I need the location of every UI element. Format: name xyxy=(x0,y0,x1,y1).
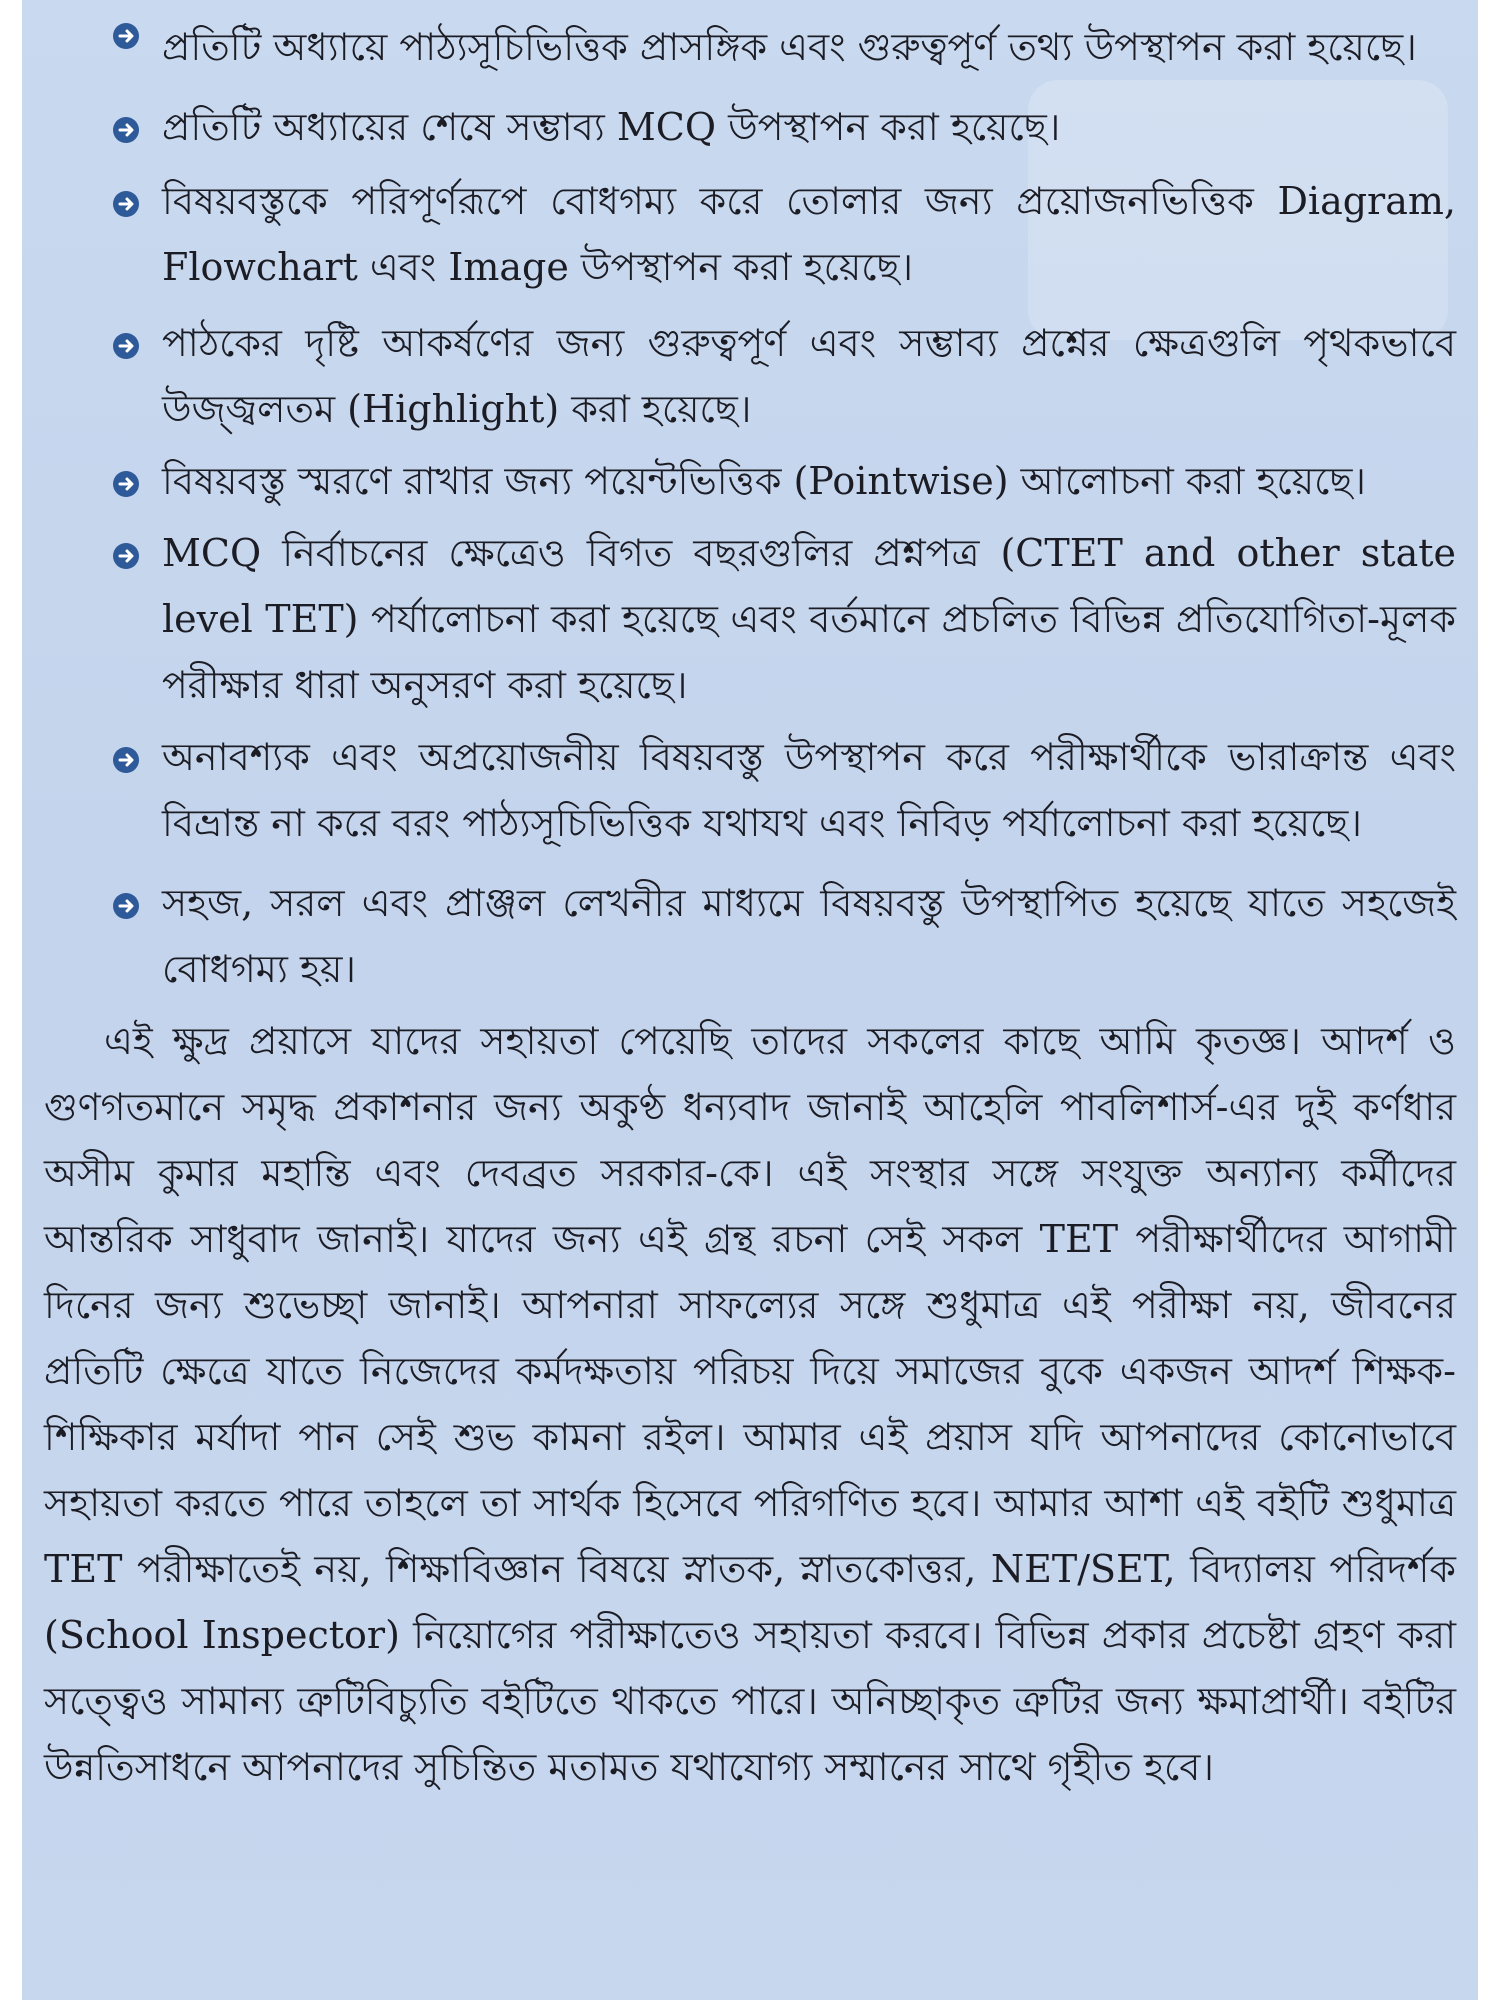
bullet-arrow-icon xyxy=(112,746,140,774)
bullet-text: বিষয়বস্তুকে পরিপূর্ণরূপে বোধগম্য করে তোলার জন্য প্রয়োজনভিত্তিক Diagram, Flowchart এবং Image উপস্থাপন করা হয়েছে। xyxy=(162,179,1456,289)
bullet-arrow-icon xyxy=(112,892,140,920)
bullet-text: MCQ নির্বাচনের ক্ষেত্রেও বিগত বছরগুলির প্রশ্নপত্র (CTET and other state level TET) পর্যালোচনা করা হয়েছে এবং বর্তমানে প্রচলিত বিভিন্ন প্রতিযোগিতা-মূলক পরীক্ষার ধারা অনুসরণ করা হয়েছে। xyxy=(162,531,1456,707)
bullet-item xyxy=(22,94,1478,160)
bullet-arrow-icon xyxy=(112,470,140,498)
bullet-text: বিষয়বস্তু স্মরণে রাখার জন্য পয়েন্টভিত্তিক (Pointwise) আলোচনা করা হয়েছে। xyxy=(162,459,1366,503)
bullet-arrow-icon xyxy=(112,190,140,218)
acknowledgement-paragraph: এই ক্ষুদ্র প্রয়াসে যাদের সহায়তা পেয়েছি তাদের সকলের কাছে আমি কৃতজ্ঞ। আদর্শ ও গুণগতমানে সমৃদ্ধ প্রকাশনার জন্য অকুণ্ঠ ধন্যবাদ জানাই আহেলি পাবলিশার্স-এর দুই কর্ণধার অসীম কুমার মহান্তি এবং দেবব্রত সরকার-কে। এই সংস্থার সঙ্গে সংযুক্ত অন্যান্য কর্মীদের আন্তরিক সাধুবাদ জানাই। যাদের জন্য এই গ্রন্থ রচনা সেই সকল TET পরীক্ষার্থীদের আগামী দিনের জন্য শুভেচ্ছা জানাই। আপনারা সাফল্যের সঙ্গে শুধুমাত্র এই পরীক্ষা নয়, জীবনের প্রতিটি ক্ষেত্রে যাতে নিজেদের কর্মদক্ষতায় পরিচয় দিয়ে সমাজের বুকে একজন আদর্শ শিক্ষক-শিক্ষিকার মর্যাদা পান সেই শুভ কামনা রইল। আমার এই প্রয়াস যদি আপনাদের কোনোভাবে সহায়তা করতে পারে তাহলে তা সার্থক হিসেবে পরিগণিত হবে। আমার আশা এই বইটি শুধুমাত্র TET পরীক্ষাতেই নয়, শিক্ষাবিজ্ঞান বিষয়ে স্নাতক, স্নাতকোত্তর, NET/SET, বিদ্যালয় পরিদর্শক (School Inspector) নিয়োগের পরীক্ষাতেও সহায়তা করবে। বিভিন্ন প্রকার প্রচেষ্টা গ্রহণ করা সত্ত্বেও সামান্য ত্রুটিবিচ্যুতি বইটিতে থাকতে পারে। অনিচ্ছাকৃত ত্রুটির জন্য ক্ষমাপ্রার্থী। বইটির উন্নতিসাধনে আপনাদের সুচিন্তিত মতামত যথাযোগ্য সম্মানের সাথে গৃহীত হবে। xyxy=(44,1019,1456,1789)
feature-bullet-list xyxy=(22,0,1478,1002)
bullet-text: অনাবশ্যক এবং অপ্রয়োজনীয় বিষয়বস্তু উপস্থাপন করে পরীক্ষার্থীকে ভারাক্রান্ত এবং বিভ্রান্ত না করে বরং পাঠ্যসূচিভিত্তিক যথাযথ এবং নিবিড় পর্যালোচনা করা হয়েছে। xyxy=(162,735,1456,845)
bullet-item xyxy=(22,0,1478,80)
bullet-item xyxy=(22,168,1478,300)
bullet-item xyxy=(22,520,1478,718)
bullet-arrow-icon xyxy=(112,22,140,50)
bullet-text: পাঠকের দৃষ্টি আকর্ষণের জন্য গুরুত্বপূর্ণ এবং সম্ভাব্য প্রশ্নের ক্ষেত্রগুলি পৃথকভাবে উজ্জ্বলতম (Highlight) করা হয়েছে। xyxy=(162,321,1456,431)
content-panel xyxy=(22,0,1478,2000)
bullet-text: সহজ, সরল এবং প্রাঞ্জল লেখনীর মাধ্যমে বিষয়বস্তু উপস্থাপিত হয়েছে যাতে সহজেই বোধগম্য হয়। xyxy=(162,881,1456,991)
bullet-item xyxy=(22,310,1478,442)
bullet-arrow-icon xyxy=(112,542,140,570)
bullet-text: প্রতিটি অধ্যায়ে পাঠ্যসূচিভিত্তিক প্রাসঙ্গিক এবং গুরুত্বপূর্ণ তথ্য উপস্থাপন করা হয়েছে। xyxy=(162,25,1417,69)
bullet-arrow-icon xyxy=(112,332,140,360)
bullet-item xyxy=(22,724,1478,856)
bullet-text: প্রতিটি অধ্যায়ের শেষে সম্ভাব্য MCQ উপস্থাপন করা হয়েছে। xyxy=(162,105,1061,149)
text-content xyxy=(22,0,1478,1800)
bullet-item xyxy=(22,870,1478,1002)
bullet-arrow-icon xyxy=(112,116,140,144)
bullet-item xyxy=(22,448,1478,514)
